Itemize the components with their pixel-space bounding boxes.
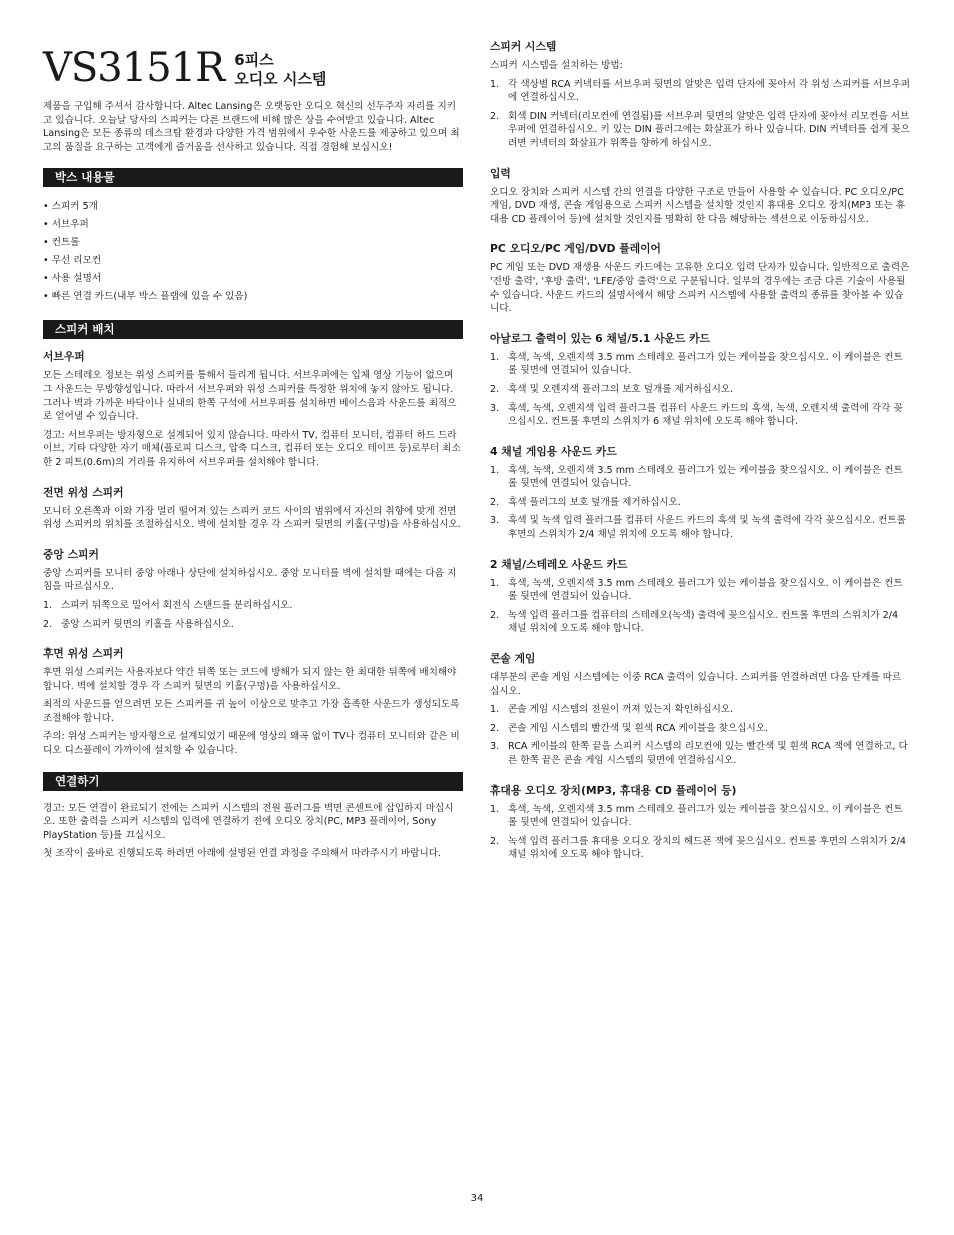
step-number: 2. [490,496,500,508]
step-text: 흑색 및 오렌지색 플러그의 보호 덮개를 제거하십시오. [508,383,734,395]
console-steps [490,703,910,767]
section-bar-placement: 스피커 배치 [43,320,463,339]
step-text: 콘솔 게임 시스템의 빨간색 및 흰색 RCA 케이블을 찾으십시오. [508,722,769,734]
paragraph: 중앙 스피커를 모니터 중앙 아래나 상단에 설치하십시오. 중앙 모니터를 벽에 설치할 때에는 다음 지침을 따르십시오. [43,567,457,593]
portable-steps [490,803,910,862]
step-number: 3. [490,402,500,414]
paragraph: 대부분의 콘솔 게임 시스템에는 이중 RCA 출력이 있습니다. 스피커를 연결하려면 다음 단계를 따르십시오. [490,672,902,697]
heading-six-channel: 아날로그 출력이 있는 6 채널/5.1 사운드 카드 [490,331,711,345]
step-number: 1. [490,704,500,716]
step-number: 2. [490,609,500,621]
step-text: 흑색 및 녹색 입력 플러그를 컴퓨터 사운드 카드의 흑색 및 녹색 출력에 각각 꽂으십시오. 컨트롤 후면의 스위치가 2/4 채널 위치에 오도록 해야 합니다. [508,515,906,541]
paragraph: 모든 스테레오 정보는 위성 스피커를 통해서 들리게 됩니다. 서브우퍼에는 입체 영상 기능이 없으며 그 사운드는 무방향성입니다. 따라서 서브우퍼와 위성 스피커를 특정한 위치에 놓지 않아도 됩니다. 그러나 벽과 가까운 바닥이나 실내의 한쪽 구석에 서브우퍼를 설치하면 베이스음과 사운드를 최적으로 얻어낼 수 있습니다. [43,370,457,423]
list-item [490,514,910,541]
list-item [43,599,463,613]
list-item: • 빠른 연결 카드(내부 박스 플랩에 있을 수 있음) [43,288,463,306]
list-item [490,383,910,397]
list-item [490,835,910,862]
list-item: • 사용 설명서 [43,270,463,288]
paragraph: 최적의 사운드를 얻으려면 모든 스피커를 귀 높이 이상으로 맞추고 가장 흡족한 사운드가 생성되도록 조절해야 합니다. [43,699,460,724]
step-text: 녹색 입력 플러그를 컴퓨터의 스테레오(녹색) 출력에 꽂으십시오. 컨트롤 후면의 스위치가 2/4 채널 위치에 오도록 해야 합니다. [508,609,899,635]
paragraph: PC 게임 또는 DVD 재생용 사운드 카드에는 고유한 오디오 입력 단자가 있습니다. 일반적으로 출력은 '전방 출력', '후방 출력', 'LFE/중앙 출력'으로 구분됩니다. 일부의 경우에는 조금 다른 기술이 사용될 수 있습니다. 사운드 카드의 설명서에서 해당 스피커 시스템에 사용할 출력의 종류를 찾아볼 수 있습니다. [490,262,910,315]
heading-four-channel: 4 채널 게임용 사운드 카드 [490,444,617,458]
four-channel-steps [490,464,910,542]
left-column [43,38,463,866]
paragraph: 오디오 장치와 스피커 시스템 간의 연결을 다양한 구조로 만들어 사용할 수 있습니다. PC 오디오/PC 게임, DVD 재생, 콘솔 게임용으로 스피커 시스템을 설치할 것인지 휴대용 오디오 장치(MP3 또는 휴대용 CD 플레이어 등)에 설치할 것인지를 명확히 한 다음 해당하는 섹션으로 이동하십시오. [490,186,906,225]
six-channel-steps [490,351,910,429]
subtitle-line-1: 6피스 [234,51,274,69]
list-item [490,78,910,105]
warning-paragraph: 경고: 모든 연결이 완료되기 전에는 스피커 시스템의 전원 플러그를 벽면 콘센트에 삽입하지 마십시오. 또한 출력을 스피커 시스템의 입력에 연결하기 전에 오디오 장치(PC, MP3 플레이어, Sony PlayStation 등)를 끄십시오. [43,802,454,841]
step-text: 흑색, 녹색, 오렌지색 3.5 mm 스테레오 플러그가 있는 케이블을 찾으십시오. 이 케이블은 컨트롤 뒷면에 연결되어 있습니다. [508,803,903,829]
step-text: 스피커 뒤쪽으로 밀어서 회전식 스탠드를 분리하십시오. [61,599,293,611]
step-number: 1. [490,577,500,589]
list-item: • 무선 리모컨 [43,252,463,270]
step-text: 각 색상별 RCA 커넥터를 서브우퍼 뒷면의 알맞은 입력 단자에 꽂아서 각 위성 스피커를 서브우퍼에 연결하십시오. [508,78,910,104]
step-number: 2. [490,722,500,734]
list-item: • 스피커 5개 [43,198,463,216]
intro-paragraph: 제품을 구입해 주셔서 감사합니다. Altec Lansing은 오랫동안 오디오 혁신의 선두주자 자리를 지키고 있습니다. 오늘날 당사의 스피커는 다른 브랜드에 비해 많은 상을 수여받고 있습니다. Altec Lansing은 모든 종류의 데스크탑 환경과 다양한 가격 범위에서 우수한 사운드를 제공하고 있으며 최고의 품질을 요구하는 고객에게 즐거움을 선사하고 있습니다. 직접 경험해 보십시오! [43,101,460,153]
heading-console-game: 콘솔 게임 [490,652,536,666]
step-number: 3. [490,515,500,527]
heading-center-speaker: 중앙 스피커 [43,547,99,561]
product-subtitle [234,51,326,90]
list-item [490,722,910,736]
heading-input: 입력 [490,166,511,180]
warning-paragraph: 경고: 서브우퍼는 방자형으로 설계되어 있지 않습니다. 따라서 TV, 컴퓨터 모니터, 컴퓨터 하드 드라이브, 기타 다양한 자기 매체(플로피 디스크, 압축 디스크, 컴퓨터 또는 오디오 테이프 등)로부터 최소한 2 피트(0.6m)의 거리를 유지하여 서브우퍼를 설치해야 합니다. [43,429,461,468]
page-number: 34 [470,1193,484,1204]
document-title [43,38,463,90]
step-number: 2. [490,110,500,122]
two-channel-steps [490,577,910,636]
section-bar-connect: 연결하기 [43,772,463,791]
step-text: 녹색 입력 플러그를 휴대용 오디오 장치의 헤드폰 잭에 꽂으십시오. 컨트롤 후면의 스위치가 2/4 채널 위치에 오도록 해야 합니다. [508,835,906,861]
step-number: 2. [43,618,53,630]
list-item: • 컨트롤 [43,234,463,252]
list-item [490,496,910,510]
box-contents-list [43,198,463,306]
list-item: • 서브우퍼 [43,216,463,234]
list-item [490,464,910,491]
section-bar-box-contents: 박스 내용물 [43,168,463,187]
step-number: 1. [43,599,53,611]
list-item [490,351,910,378]
step-number: 2. [490,383,500,395]
center-steps [43,599,463,631]
step-text: 흑색, 녹색, 오렌지색 3.5 mm 스테레오 플러그가 있는 케이블을 찾으십시오. 이 케이블은 컨트롤 뒷면에 연결되어 있습니다. [508,577,903,603]
step-number: 1. [490,464,500,476]
heading-speaker-system: 스피커 시스템 [490,40,557,53]
step-text: 흑색 플러그의 보호 덮개를 제거하십시오. [508,496,681,508]
heading-rear-satellite: 후면 위성 스피커 [43,647,124,661]
right-column [490,38,910,867]
step-text: 흑색, 녹색, 오렌지색 3.5 mm 스테레오 플러그가 있는 케이블을 찾으십시오. 이 케이블은 컨트롤 뒷면에 연결되어 있습니다. [508,464,903,490]
system-steps [490,78,910,151]
paragraph: 스피커 시스템을 설치하는 방법: [490,60,623,71]
heading-pc-audio: PC 오디오/PC 게임/DVD 플레이어 [490,242,661,256]
step-number: 1. [490,803,500,815]
model-name: VS3151R [43,45,225,91]
step-number: 1. [490,351,500,363]
paragraph: 후면 위성 스피커는 사용자보다 약간 뒤쪽 또는 코드에 방해가 되지 않는 한 최대한 뒤쪽에 배치해야 합니다. 벽에 설치할 경우 각 스피커 뒷면의 키홀(구멍)을 사용하십시오. [43,667,457,692]
step-text: 회색 DIN 커넥터(리모컨에 연결됨)를 서브우퍼 뒷면의 알맞은 입력 단자에 꽂아서 리모컨을 서브우퍼에 연결하십시오. 키 있는 DIN 플러그에는 화살표가 하나 있습니다. DIN 커넥터를 쉽게 꽂으려면 커넥터의 화살표가 위쪽을 향하게 하십시오. [508,110,910,149]
list-item [490,110,910,151]
step-text: 콘솔 게임 시스템의 전원이 꺼져 있는지 확인하십시오. [508,704,734,716]
heading-portable-audio: 휴대용 오디오 장치(MP3, 휴대용 CD 플레이어 등) [490,783,737,797]
step-text: RCA 케이블의 한쪽 끝을 스피커 시스템의 리모컨에 있는 빨간색 및 흰색 RCA 잭에 연결하고, 다른 한쪽 끝은 콘솔 게임 시스템의 뒷면에 연결하십시오. [508,741,908,766]
list-item [490,577,910,604]
heading-two-channel: 2 채널/스테레오 사운드 카드 [490,557,628,571]
step-text: 흑색, 녹색, 오렌지색 입력 플러그를 컴퓨터 사운드 카드의 흑색, 녹색, 오렌지색 출력에 각각 꽂으십시오. 컨트롤 후면의 스위치가 6 채널 위치에 오도록 해야 합니다. [508,402,903,428]
list-item [490,803,910,830]
list-item [43,618,463,632]
step-number: 1. [490,78,500,90]
heading-front-satellite: 전면 위성 스피커 [43,485,124,499]
list-item [490,703,910,717]
list-item [490,740,910,767]
step-number: 2. [490,835,500,847]
paragraph: 모니터 오른쪽과 이와 가장 멀리 떨어져 있는 스피커 코드 사이의 범위에서 자신의 취향에 맞게 전면 위성 스피커의 위치를 조절하십시오. 벽에 설치할 경우 각 스피커 뒷면의 키홀(구멍)을 사용하십시오. [43,505,461,531]
list-item [490,402,910,429]
caution-paragraph: 주의: 위성 스피커는 방자형으로 설계되었기 때문에 영상의 왜곡 없이 TV나 컴퓨터 모니터와 같은 비디오 디스플레이 가까이에 설치할 수 있습니다. [43,731,460,757]
step-text: 중앙 스피커 뒷면의 키홀을 사용하십시오. [61,618,234,630]
list-item [490,609,910,636]
subtitle-line-2: 오디오 시스템 [234,70,327,88]
paragraph: 첫 조작이 올바로 진행되도록 하려면 아래에 설명된 연결 과정을 주의해서 따라주시기 바랍니다. [43,848,442,860]
heading-subwoofer: 서브우퍼 [43,350,85,364]
step-number: 3. [490,741,500,753]
step-text: 흑색, 녹색, 오렌지색 3.5 mm 스테레오 플러그가 있는 케이블을 찾으십시오. 이 케이블은 컨트롤 뒷면에 연결되어 있습니다. [508,351,903,377]
